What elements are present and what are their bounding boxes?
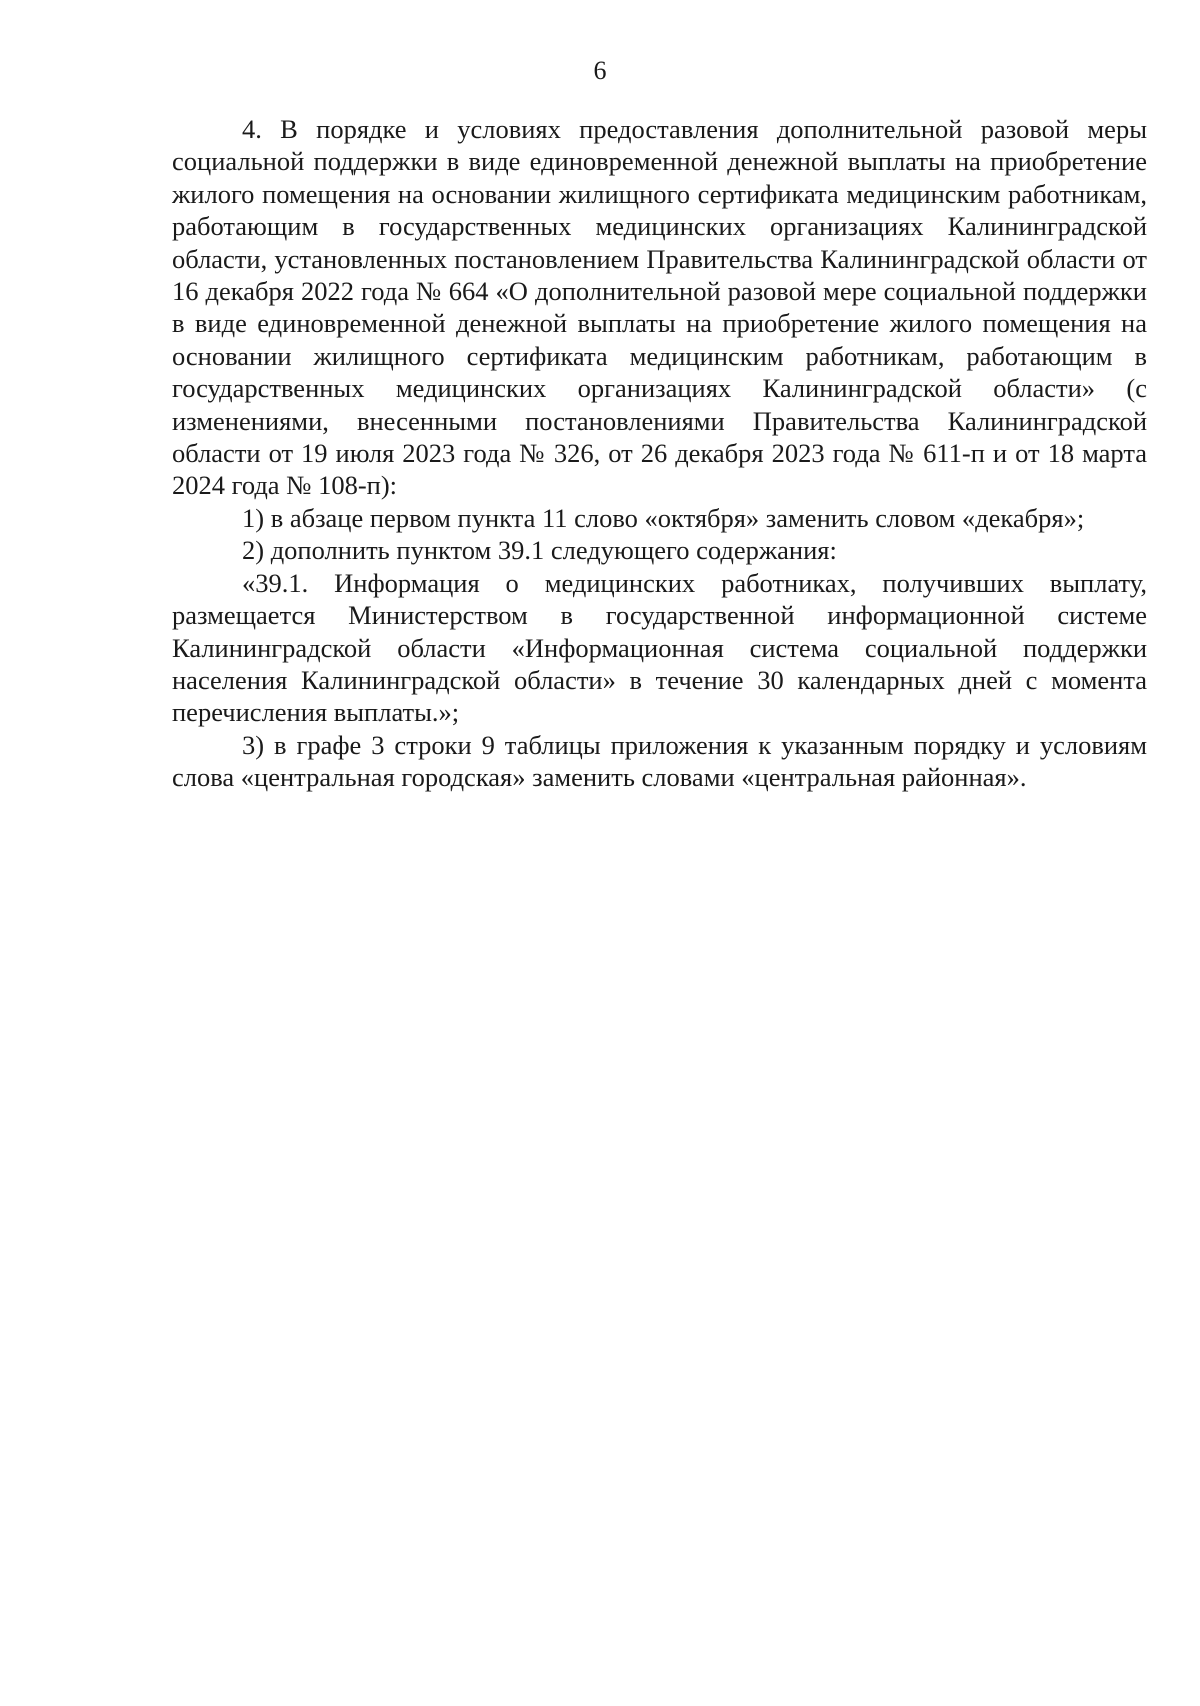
paragraph-item-1: 1) в абзаце первом пункта 11 слово «октября» заменить словом «декабря»; [242, 502, 1085, 533]
paragraph-item-3: 3) в графе 3 строки 9 таблицы приложения к указанным порядку и условиям слова «центральная городская» заменить словами «центральная районная». [172, 729, 1147, 793]
document-body [172, 113, 1147, 794]
paragraph-item-39-1: «39.1. Информация о медицинских работниках, получивших выплату, размещается Министерством в государственной информационной системе Калининградской области «Информационная система социальной поддержки населения Калининградской области» в течение 30 календарных дней с момента перечисления выплаты.»; [172, 567, 1147, 728]
page-number: 6 [593, 56, 607, 85]
paragraph-amendment-intro: 4. В порядке и условиях предоставления дополнительной разовой меры социальной поддержки в виде единовременной денежной выплаты на приобретение жилого помещения на основании жилищного сертификата медицинским работникам, работающим в государственных медицинских организациях Калининградской области, установленных постановлением Правительства Калининградской области от 16 декабря 2022 года № 664 «О дополнительной разовой мере социальной поддержки в виде единовременной денежной выплаты на приобретение жилого помещения на основании жилищного сертификата медицинским работникам, работающим в государственных медицинских организациях Калининградской области» (с изменениями, внесенными постановлениями Правительства Калининградской области от 19 июля 2023 года № 326, от 26 декабря 2023 года № 611-п и от 18 марта 2024 года № 108-п): [172, 114, 1147, 501]
paragraph-item-2: 2) дополнить пунктом 39.1 следующего содержания: [242, 535, 837, 566]
